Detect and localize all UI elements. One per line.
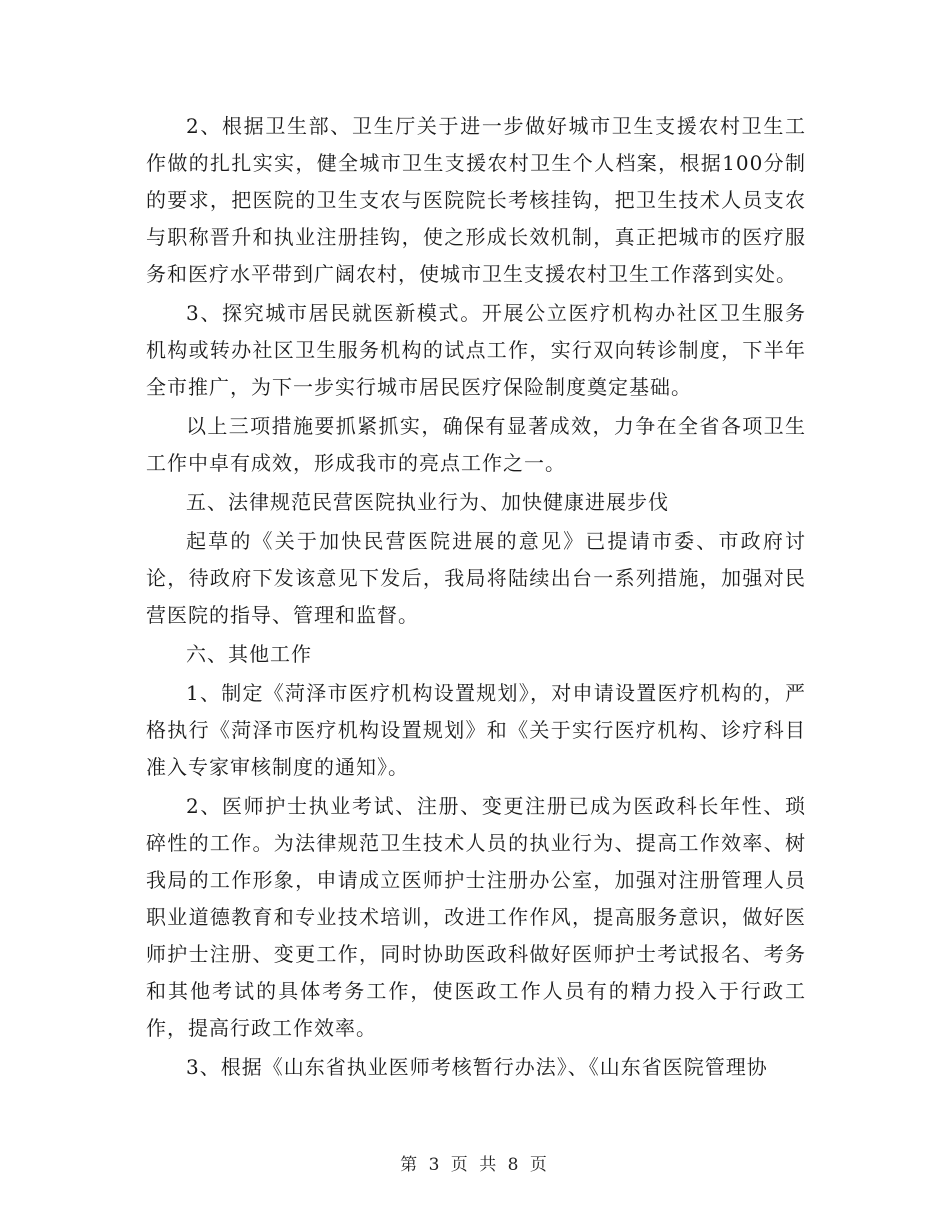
document-body (146, 108, 806, 1088)
paragraph-private-hospital-opinion: 起草的《关于加快民营医院进展的意见》已提请市委、市政府讨论，待政府下发该意见下发后，我局将陆续出台一系列措施，加强对民营医院的指导、管理和监督。 (146, 529, 806, 627)
section-heading-private-hospitals: 五、法律规范民营医院执业行为、加快健康进展步伐 (186, 490, 669, 514)
paragraph-three-measures: 以上三项措施要抓紧抓实，确保有显著成效，力争在全省各项卫生工作中卓有成效，形成我市的亮点工作之一。 (146, 414, 806, 475)
paragraph-facility-planning: 1、制定《菏泽市医疗机构设置规划》，对申请设置医疗机构的，严格执行《菏泽市医疗机构设置规划》和《关于实行医疗机构、诊疗科目准入专家审核制度的通知》。 (146, 681, 806, 779)
paragraph-registration-office: 2、医师护士执业考试、注册、变更注册已成为医政科长年性、琐碎性的工作。为法律规范卫生技术人员的执业行为、提高工作效率、树我局的工作形象，申请成立医师护士注册办公室，加强对注册管理人员职业道德教育和专业技术培训，改进工作作风，提高服务意识，做好医师护士注册、变更工作，同时协助医政科做好医师护士考试报名、考务和其他考试的具体考务工作，使医政工作人员有的精力投入于行政工作，提高行政工作效率。 (146, 794, 806, 1040)
paragraph-support-rural-health: 2、根据卫生部、卫生厅关于进一步做好城市卫生支援农村卫生工作做的扎扎实实，健全城市卫生支援农村卫生个人档案，根据100分制的要求，把医院的卫生支农与医院院长考核挂钩，把卫生技术人员支农与职称晋升和执业注册挂钩，使之形成长效机制，真正把城市的医疗服务和医疗水平带到广阔农村，使城市卫生支援农村卫生工作落到实处。 (146, 114, 806, 286)
page-number-footer: 第 3 页 共 8 页 (400, 1155, 550, 1175)
paragraph-new-medical-model: 3、探究城市居民就医新模式。开展公立医疗机构办社区卫生服务机构或转办社区卫生服务机构的试点工作，实行双向转诊制度，下半年全市推广，为下一步实行城市居民医疗保险制度奠定基础。 (146, 301, 806, 399)
section-heading-other-work: 六、其他工作 (186, 642, 312, 666)
paragraph-assessment-rules: 3、根据《山东省执业医师考核暂行办法》、《山东省医院管理协 (186, 1055, 768, 1079)
